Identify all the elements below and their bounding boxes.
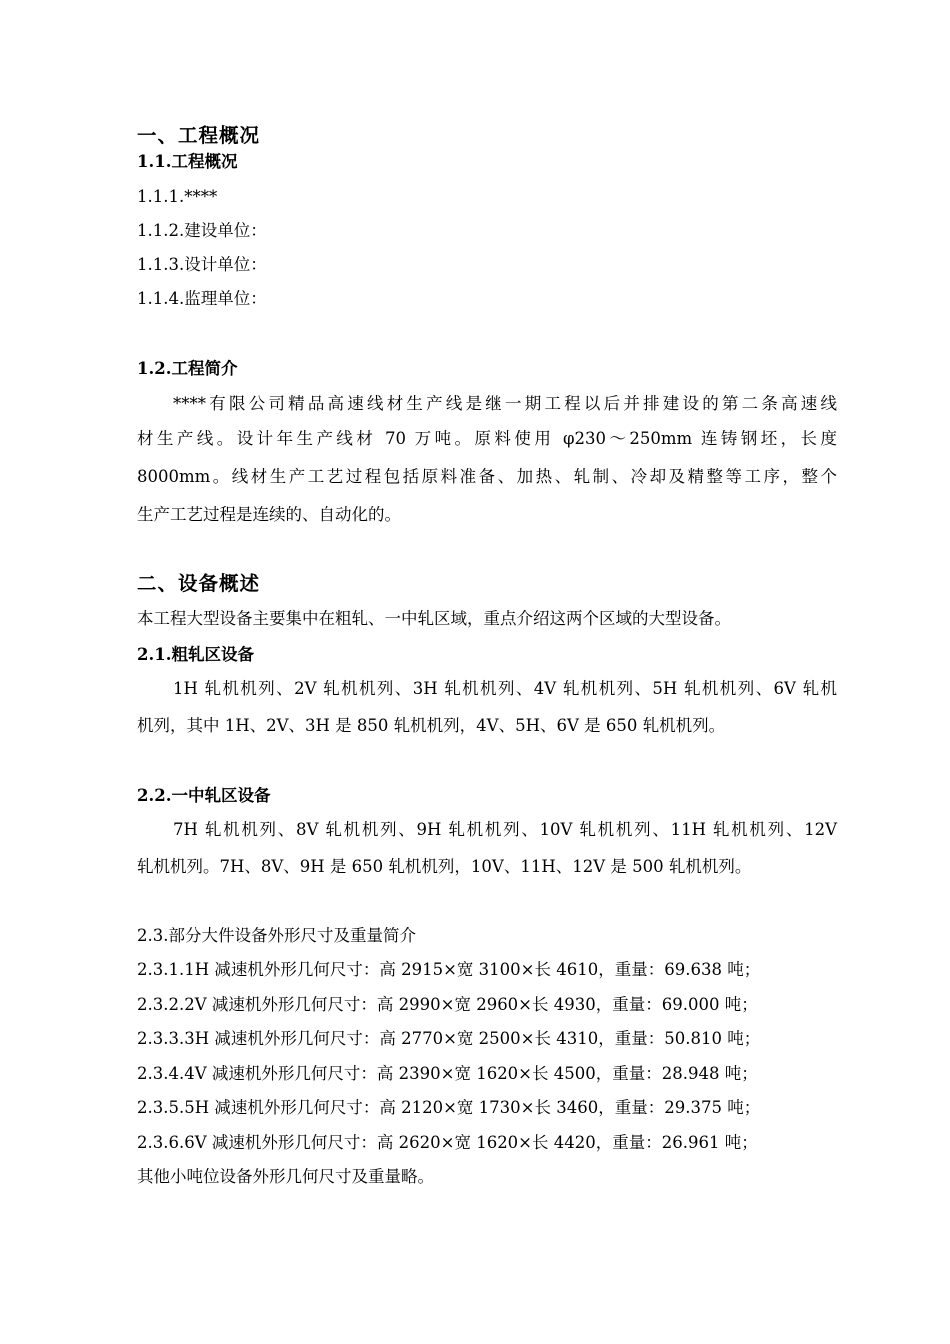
list-item: 1.1.4.监理单位： [137,289,267,308]
equipment-spec-item: 2.3.3.3H 减速机外形几何尺寸：高 2770×宽 2500×长 4310，重量：50.810 吨； [137,1029,761,1048]
closing-note: 其他小吨位设备外形几何尺寸及重量略。 [137,1167,434,1186]
section1-1-heading: 1.1.工程概况 [137,152,238,171]
equipment-spec-item: 2.3.6.6V 减速机外形几何尺寸：高 2620×宽 1620×长 4420，重量：26.961 吨； [137,1133,758,1152]
section1-heading: 一、工程概况 [137,124,261,147]
equipment-spec-item: 2.3.4.4V 减速机外形几何尺寸：高 2390×宽 1620×长 4500，重量：28.948 吨； [137,1064,758,1083]
list-item: 1.1.2.建设单位： [137,221,267,240]
section2-summary: 本工程大型设备主要集中在粗轧、一中轧区域，重点介绍这两个区域的大型设备。 [137,609,731,628]
list-item: 1.1.1.**** [137,187,218,206]
equipment-spec-item: 2.3.2.2V 减速机外形几何尺寸：高 2990×宽 2960×长 4930，重量：69.000 吨； [137,995,758,1014]
intro-paragraph-line: 生产工艺过程是连续的、自动化的。 [137,505,401,524]
section2-2-heading: 2.2.一中轧区设备 [137,786,271,805]
section2-heading: 二、设备概述 [137,572,261,595]
roughing-paragraph-line: 机列，其中 1H、2V、3H 是 850 轧机机列，4V、5H、6V 是 650 轧机机列。 [137,716,726,735]
equipment-spec-item: 2.3.5.5H 减速机外形几何尺寸：高 2120×宽 1730×长 3460，重量：29.375 吨； [137,1098,761,1117]
roughing-paragraph-line: 1H 轧机机列、2V 轧机机列、3H 轧机机列、4V 轧机机列、5H 轧机机列、6V 轧机 [173,679,837,698]
list-item: 1.1.3.设计单位： [137,255,267,274]
intro-paragraph-line: 材生产线。设计年生产线材 70 万吨。原料使用 φ230～250mm 连铸钢坯，长度 [137,429,837,448]
intermediate-paragraph-line: 轧机机列。7H、8V、9H 是 650 轧机机列，10V、11H、12V 是 500 轧机机列。 [137,857,752,876]
section2-3-heading: 2.3.部分大件设备外形尺寸及重量简介 [137,926,416,945]
section1-2-heading: 1.2.工程简介 [137,359,238,378]
equipment-spec-item: 2.3.1.1H 减速机外形几何尺寸：高 2915×宽 3100×长 4610，重量：69.638 吨； [137,960,761,979]
intro-paragraph-line: ****有限公司精品高速线材生产线是继一期工程以后并排建设的第二条高速线 [173,394,837,413]
section2-1-heading: 2.1.粗轧区设备 [137,645,254,664]
intro-paragraph-line: 8000mm。线材生产工艺过程包括原料准备、加热、轧制、冷却及精整等工序，整个 [137,467,837,486]
intermediate-paragraph-line: 7H 轧机机列、8V 轧机机列、9H 轧机机列、10V 轧机机列、11H 轧机机列、12V [173,820,837,839]
